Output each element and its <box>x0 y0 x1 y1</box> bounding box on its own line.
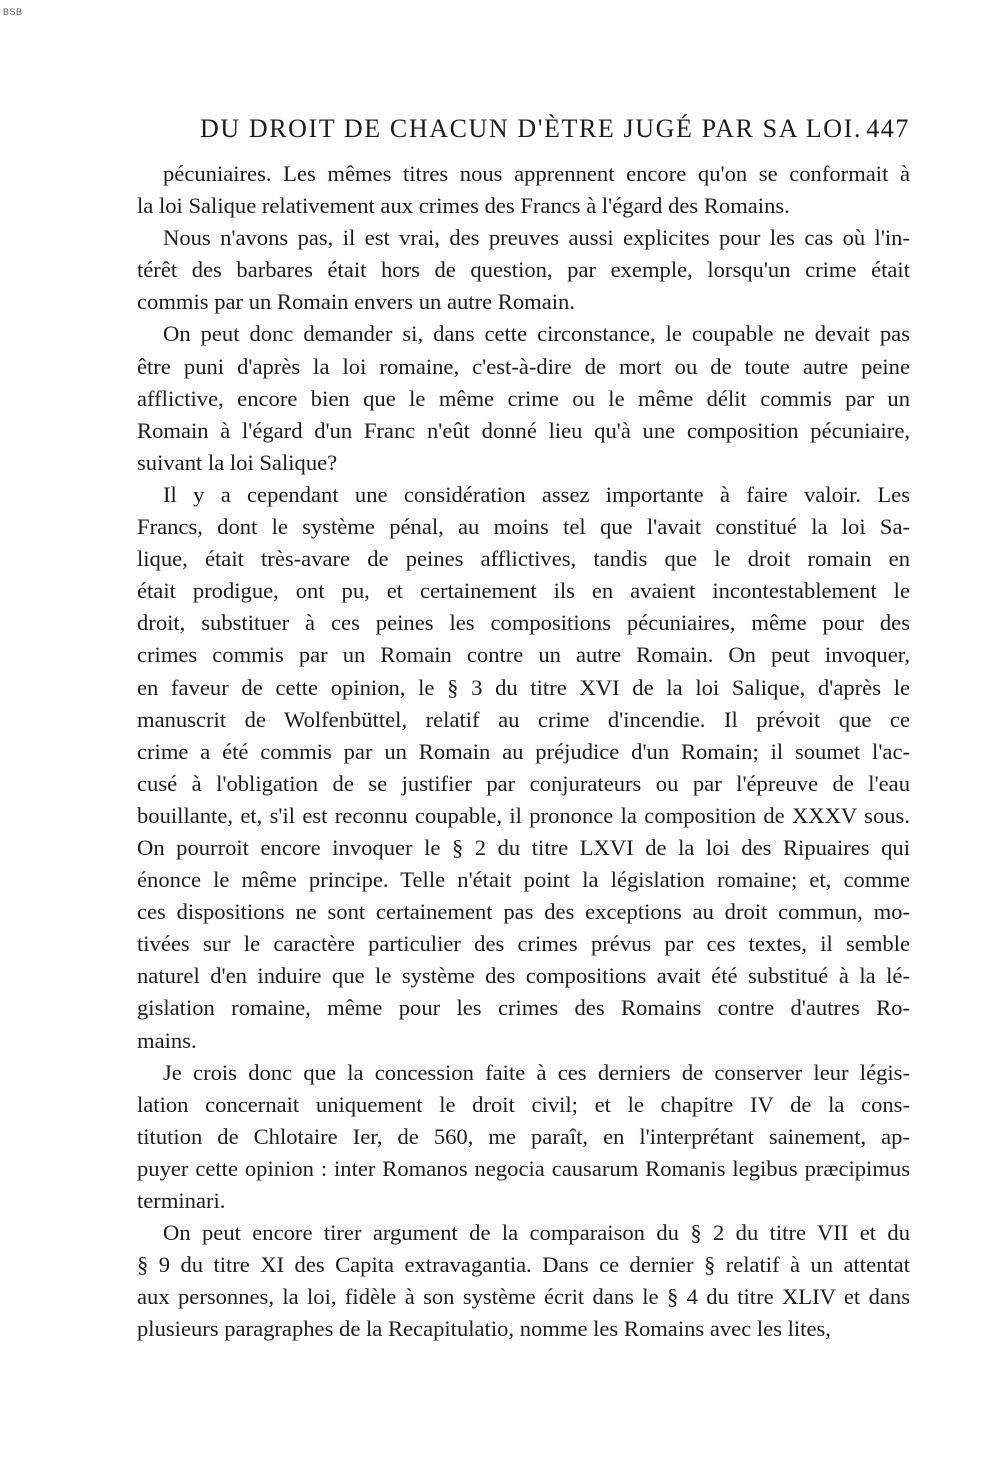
paragraph <box>137 318 910 478</box>
text-line: naturel d'en induire que le système des compositions avait été substitué à la lé- <box>137 963 910 989</box>
text-line: terminari. <box>137 1188 226 1213</box>
text-line: en faveur de cette opinion, le § 3 du titre XVI de la loi Salique, d'après le <box>137 674 910 700</box>
paragraph <box>137 222 910 318</box>
text-line: Il y a cependant une considération assez importante à faire valoir. Les <box>163 481 910 507</box>
text-line: suivant la loi Salique? <box>137 449 338 475</box>
paragraph <box>137 479 910 1057</box>
text-line: On peut donc demander si, dans cette circonstance, le coupable ne devait pas <box>163 321 910 347</box>
page-number: 447 <box>866 114 910 143</box>
text-line: bouillante, et, s'il est reconnu coupable, il prononce la composition de XXXV sous. <box>137 802 910 828</box>
text-line: était prodigue, ont pu, et certainement ils en avaient incontestablement le <box>137 578 910 604</box>
text-line: gislation romaine, même pour les crimes des Romains contre d'autres Ro- <box>137 995 910 1021</box>
text-line: crimes commis par un Romain contre un autre Romain. On peut invoquer, <box>137 642 910 668</box>
text-line: tivées sur le caractère particulier des crimes prévus par ces textes, il semble <box>137 931 910 957</box>
library-stamp: BSB <box>3 7 23 17</box>
text-line: droit, substituer à ces peines les compositions pécuniaires, même pour des <box>137 610 910 636</box>
text-line: Francs, dont le système pénal, au moins tel que l'avait constitué la loi Sa- <box>137 514 910 540</box>
paragraph <box>137 158 910 222</box>
page-body <box>137 158 910 1345</box>
text-line: Je crois donc que la concession faite à ces derniers de conserver leur légis- <box>163 1059 910 1085</box>
text-line: Romain à l'égard d'un Franc n'eût donné lieu qu'à une composition pécuniaire, <box>137 417 910 443</box>
text-line: mains. <box>137 1027 197 1053</box>
paragraph <box>137 1057 910 1217</box>
text-line: être puni d'après la loi romaine, c'est-à-dire de mort ou de toute autre peine <box>137 353 910 379</box>
text-line: ces dispositions ne sont certainement pas des exceptions au droit commun, mo- <box>137 899 910 925</box>
text-line: Nous n'avons pas, il est vrai, des preuves aussi explicites pour les cas où l'in- <box>163 225 910 251</box>
text-line: pécuniaires. Les mêmes titres nous apprennent encore qu'on se conformait à <box>163 161 910 186</box>
text-line: afflictive, encore bien que le même crime ou le même délit commis par un <box>137 385 910 411</box>
text-line: crime a été commis par un Romain au préjudice d'un Romain; il soumet l'ac- <box>137 738 910 764</box>
text-line: térêt des barbares était hors de question, par exemple, lorsqu'un crime était <box>137 257 910 283</box>
running-header <box>200 114 910 144</box>
paragraph <box>137 1217 910 1345</box>
text-line: aux personnes, la loi, fidèle à son système écrit dans le § 4 du titre XLIV et dans <box>137 1284 910 1310</box>
running-title: DU DROIT DE CHACUN D'ÈTRE JUGÉ PAR SA LOI. <box>200 114 862 143</box>
text-line: titution de Chlotaire Ier, de 560, me paraît, en l'interprétant sainement, ap- <box>137 1123 910 1149</box>
text-line: la loi Salique relativement aux crimes des Francs à l'égard des Romains. <box>137 193 790 219</box>
text-line: cusé à l'obligation de se justifier par conjurateurs ou par l'épreuve de l'eau <box>137 770 910 796</box>
text-line: § 9 du titre XI des Capita extravagantia. Dans ce dernier § relatif à un attentat <box>137 1252 910 1278</box>
text-line: plusieurs paragraphes de la Recapitulatio, nomme les Romains avec les lites, <box>137 1316 831 1342</box>
text-line: puyer cette opinion : inter Romanos negocia causarum Romanis legibus præcipimus <box>137 1155 910 1181</box>
text-line: énonce le même principe. Telle n'était point la législation romaine; et, comme <box>137 867 910 893</box>
text-line: manuscrit de Wolfenbüttel, relatif au crime d'incendie. Il prévoit que ce <box>137 706 910 732</box>
text-line: On pourroit encore invoquer le § 2 du titre LXVI de la loi des Ripuaires qui <box>137 834 910 860</box>
text-line: lique, était très-avare de peines afflictives, tandis que le droit romain en <box>137 546 910 572</box>
text-line: lation concernait uniquement le droit civil; et le chapitre IV de la cons- <box>137 1091 910 1117</box>
text-line: commis par un Romain envers un autre Romain. <box>137 289 575 315</box>
text-line: On peut encore tirer argument de la comparaison du § 2 du titre VII et du <box>163 1220 910 1246</box>
